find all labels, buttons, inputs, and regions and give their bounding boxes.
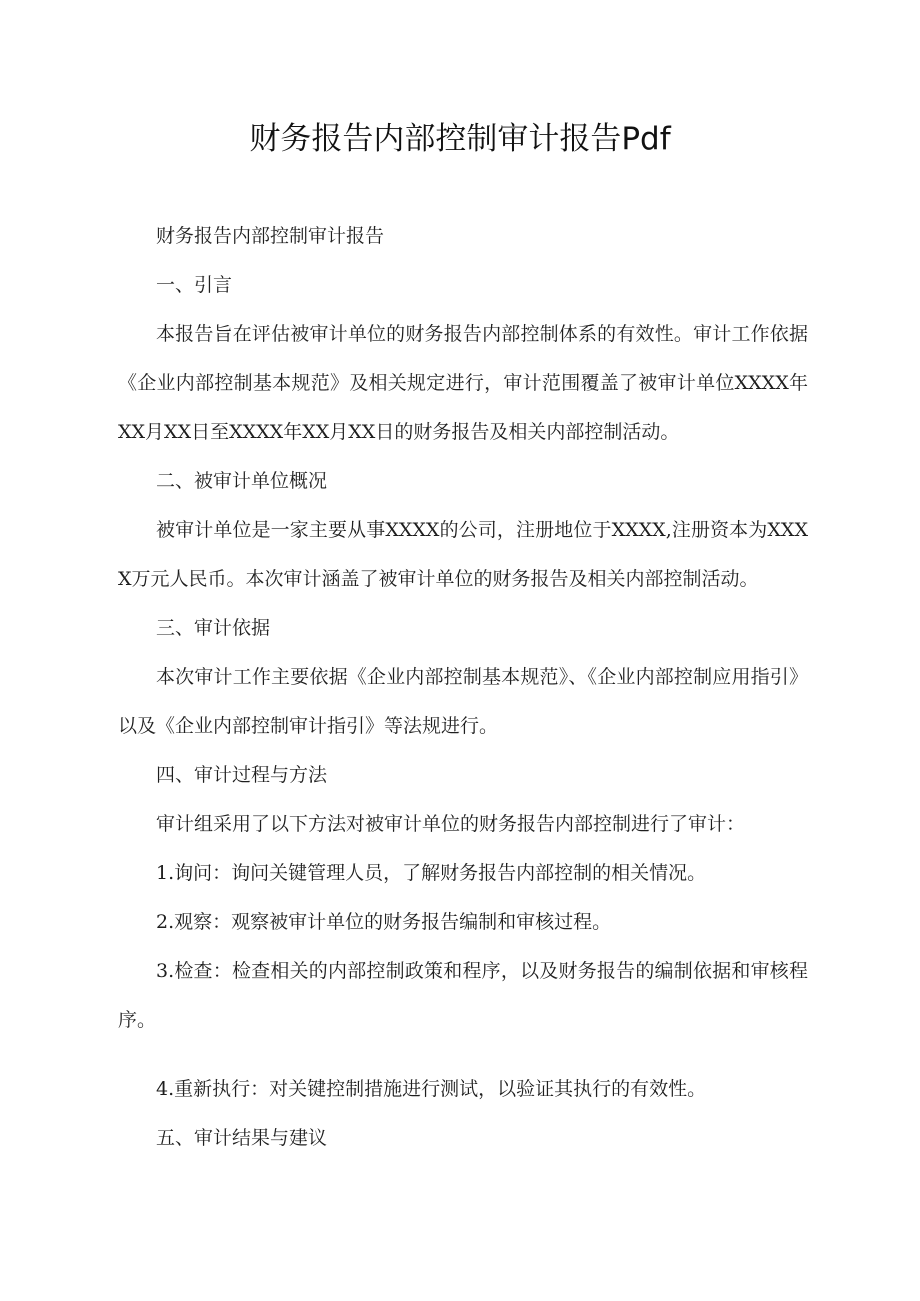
list-item: 4.重新执行：对关键控制措施进行测试，以验证其执行的有效性。 [156, 1078, 707, 1100]
process-paragraph: 审计组采用了以下方法对被审计单位的财务报告内部控制进行了审计： [156, 813, 746, 835]
introduction-paragraph: 本报告旨在评估被审计单位的财务报告内部控制体系的有效性。审计工作依据《企业内部控制基本规范》及相关规定进行，审计范围覆盖了被审计单位XXXX年XX月XX日至XXXX年XX月XX日的财务报告及相关内部控制活动。 [118, 323, 808, 443]
list-item: 2.观察：观察被审计单位的财务报告编制和审核过程。 [156, 911, 612, 933]
document-title: 财务报告内部控制审计报告Pdf [249, 121, 671, 157]
subtitle-paragraph: 财务报告内部控制审计报告 [156, 225, 385, 247]
section-heading-results: 五、审计结果与建议 [156, 1127, 328, 1149]
document-body [118, 212, 808, 1163]
list-item: 1.询问：询问关键管理人员，了解财务报告内部控制的相关情况。 [156, 862, 707, 884]
list-item: 3.检查：检查相关的内部控制政策和程序，以及财务报告的编制依据和审核程序。 [118, 960, 808, 1031]
overview-paragraph: 被审计单位是一家主要从事XXXX的公司，注册地位于XXXX,注册资本为XXXX万元人民币。本次审计涵盖了被审计单位的财务报告及相关内部控制活动。 [118, 519, 808, 590]
basis-paragraph: 本次审计工作主要依据《企业内部控制基本规范》、《企业内部控制应用指引》以及《企业内部控制审计指引》等法规进行。 [118, 666, 808, 737]
section-heading-introduction: 一、引言 [156, 274, 233, 296]
section-heading-basis: 三、审计依据 [156, 617, 271, 639]
section-heading-process: 四、审计过程与方法 [156, 764, 328, 786]
section-heading-overview: 二、被审计单位概况 [156, 470, 328, 492]
